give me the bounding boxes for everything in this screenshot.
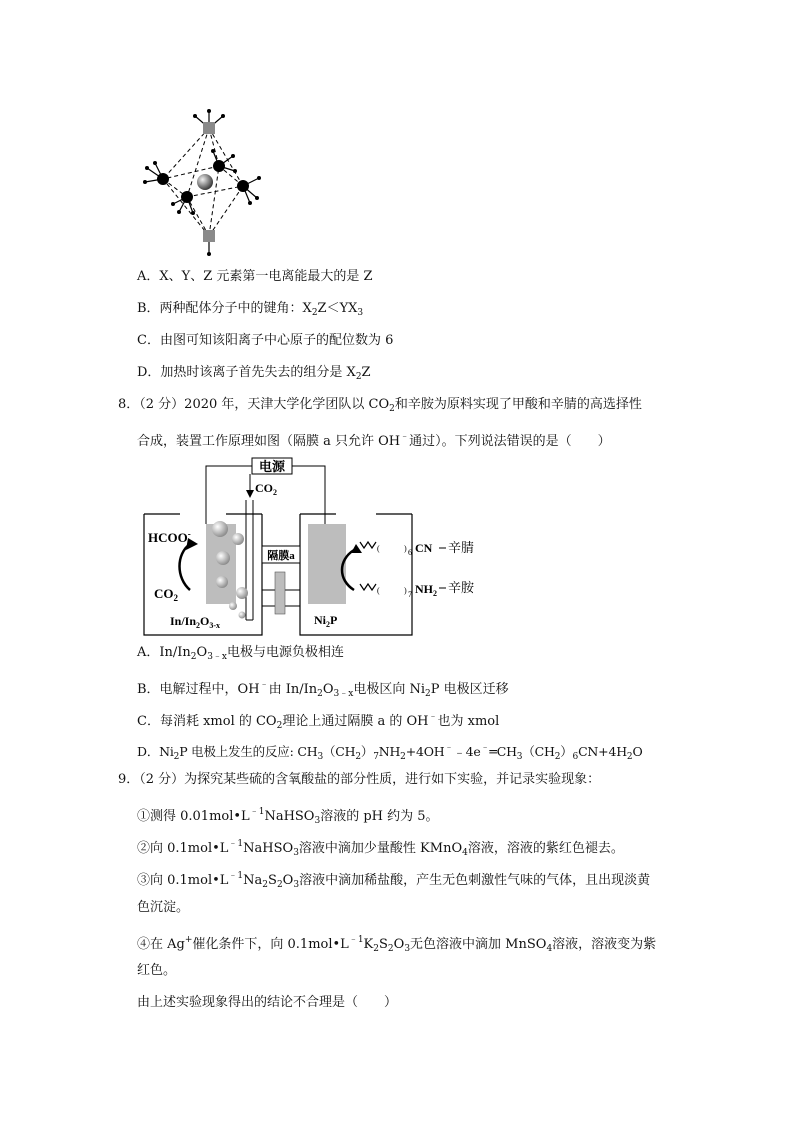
q8-option-d: D．$Ni_2P$ 电极上发生的反应: $CH_3(CH_2)_7NH_2+4OH^﹣﹣4e^﹣═CH_3(CH_2)_6CN+4H_2O$: [137, 743, 643, 762]
electrolysis-cell-diagram: [140, 452, 475, 638]
q7-option-a: A．X、Y、Z 元素第一电离能最大的是 Z: [137, 269, 373, 284]
q9-experiment-4-line2: 红色。: [137, 963, 177, 978]
q7-option-d: D．加热时该离子首先失去的组分是 $X_2Z$: [137, 365, 371, 382]
q8-stem-line1: 8．（2 分）2020 年，天津大学化学团队以 $CO_2$和辛胺为原料实现了甲酸和辛腈的高选择性: [118, 397, 642, 414]
amine-label: 辛胺: [448, 580, 475, 595]
q9-experiment-4: ④在 Ag+催化条件下，向 $0.1mol•L^{﹣1}K_2S_2O_3$无色溶液中滴加 MnSO$_4$溶液，溶液变为紫: [137, 935, 657, 954]
svg-text:NH2: $NH_2$: [415, 582, 437, 598]
q9-experiment-3: ③向 $0.1mol•L^{﹣1}Na_2S_2O_3$溶液中滴加稀盐酸，产生无色刺激性气味的气体，且出现淡黄: [137, 871, 651, 890]
q8-stem-line2: 合成，装置工作原理如图（隔膜 a 只允许 OH﹣通过）。下列说法错误的是（ ）: [137, 432, 611, 449]
q7-option-b: B．两种配体分子中的键角：$X_2Z<YX_3$: [137, 301, 364, 318]
power-source-label: 电源: [258, 459, 286, 474]
svg-text:CO2: $CO_2$: [255, 481, 277, 497]
q8-option-c: C．每消耗 xmol 的 $CO_2$理论上通过隔膜 a 的 OH﹣也为 xmol: [137, 712, 500, 731]
q8-option-a: A．$In/In_2O_{3﹣x}$电极与电源负极相连: [137, 645, 345, 662]
q9-experiment-3-line2: 色沉淀。: [137, 900, 190, 915]
nitrile-subscript: 6: [408, 548, 412, 557]
svg-text:HCOO-: HCOO-: [148, 529, 191, 545]
q9-experiment-2: ②向 $0.1mol•L^{﹣1}NaHSO_3$溶液中滴加少量酸性 KMnO$_4$溶液，溶液的紫红色褪去。: [137, 839, 624, 858]
nitrile-formula: CN: [415, 541, 433, 555]
amine-subscript: 7: [408, 590, 412, 599]
nitrile-label: 辛腈: [448, 540, 475, 555]
co2-inlet-label: CO: [255, 481, 273, 495]
svg-text:In/In2O3-x: $In/In_2O_{3-x}$: [170, 614, 221, 630]
membrane-label: 隔膜a: [267, 550, 295, 562]
co2-reactant-label: CO: [154, 586, 174, 601]
svg-text:(: (: [377, 544, 380, 553]
q7-option-c: C．由图可知该阳离子中心原子的配位数为 6: [137, 333, 394, 348]
svg-text:(: (: [377, 586, 380, 595]
q8-option-b: B．电解过程中，OH﹣由 $In/In_2O_{3﹣x}$电极区向 $Ni_2P$ 电极区迁移: [137, 680, 509, 699]
anode-label: Ni: [314, 613, 326, 627]
svg-text:CO2: $CO_2$: [154, 586, 178, 603]
q9-conclusion-question: 由上述实验现象得出的结论不合理是（ ）: [137, 995, 398, 1010]
svg-text:Ni2P: $Ni_2P$: [314, 613, 338, 629]
amine-formula: NH: [415, 582, 433, 596]
octahedral-complex-figure: [135, 108, 275, 258]
svg-text:): ): [404, 544, 407, 553]
q9-experiment-1: ①测得 $0.01mol•L^{﹣1}NaHSO_3$溶液的 pH 约为 5。: [137, 807, 439, 826]
cathode-label: In/In: [170, 614, 197, 628]
q9-stem: 9．（2 分）为探究某些硫的含氧酸盐的部分性质，进行如下实验，并记录实验现象：: [118, 772, 601, 787]
svg-text:): ): [404, 586, 407, 595]
formate-label: HCOO: [148, 530, 188, 545]
